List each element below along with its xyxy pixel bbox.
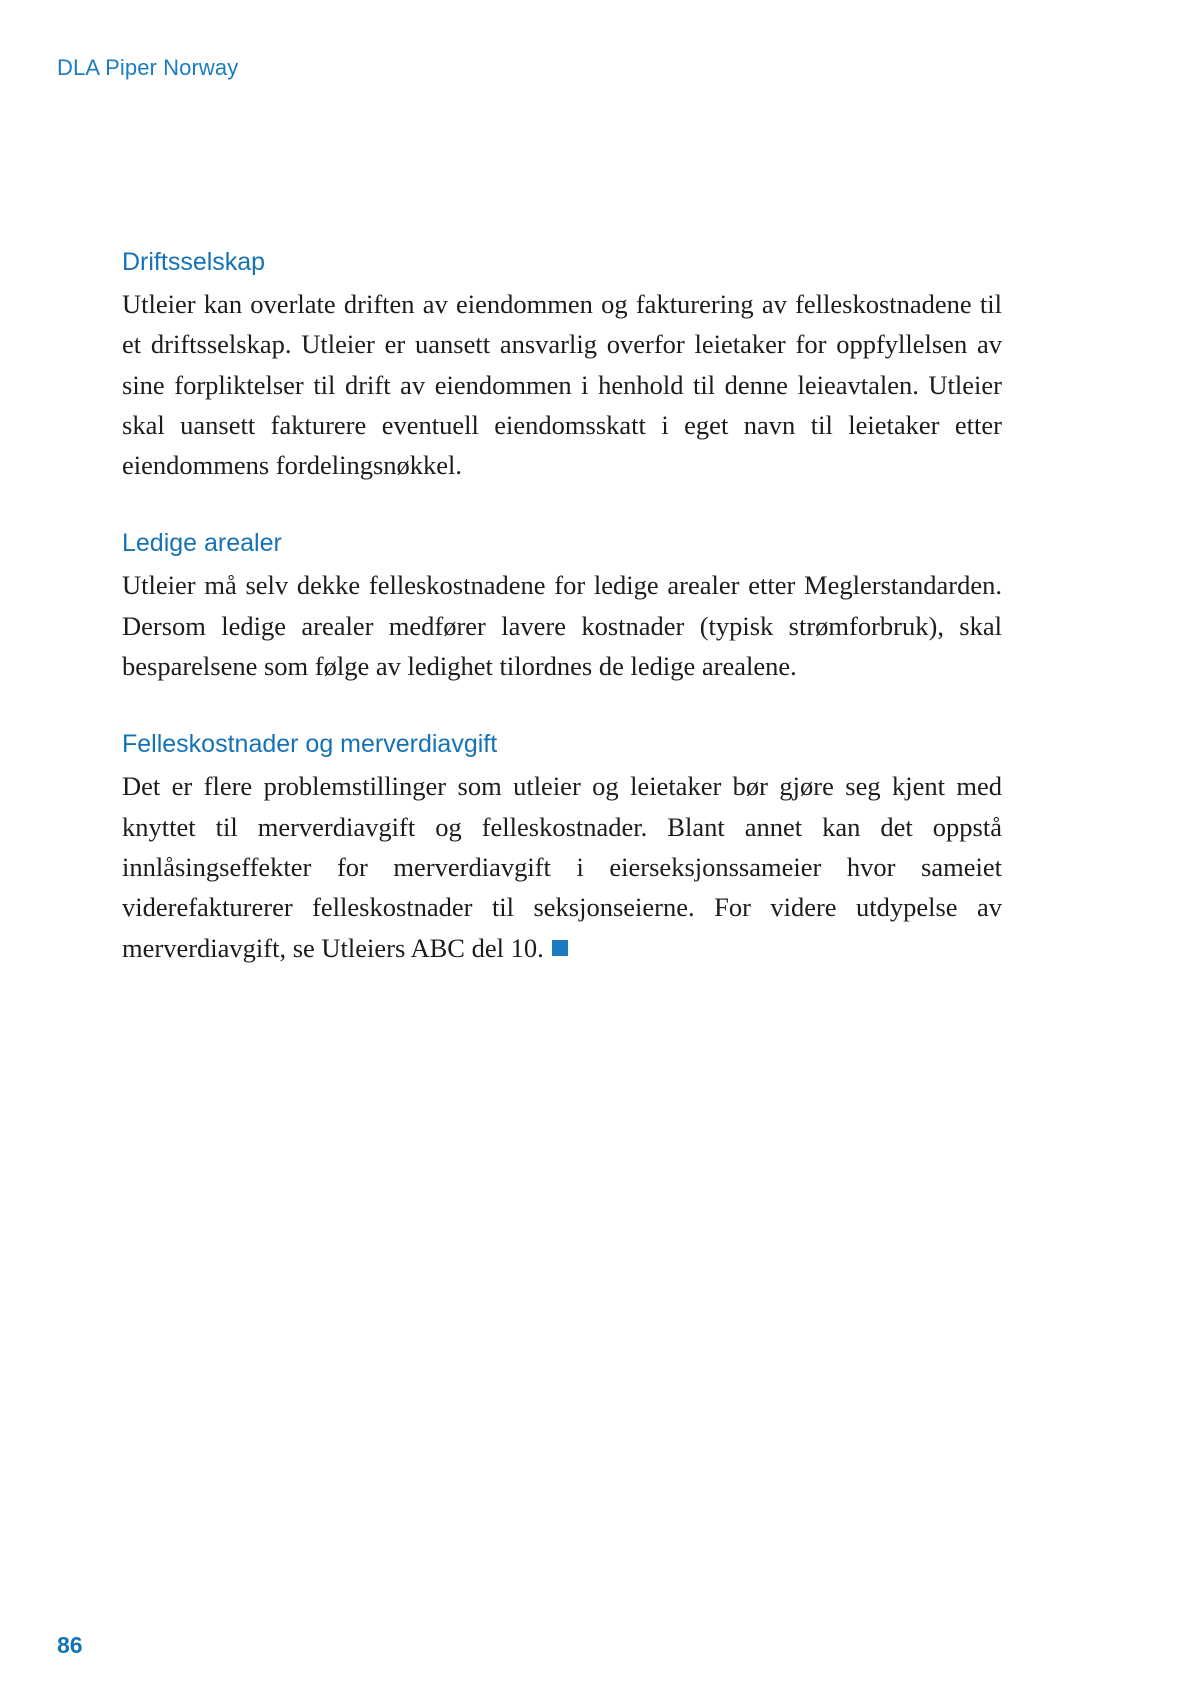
section-heading: Driftsselskap [122, 248, 266, 276]
running-header: DLA Piper Norway [57, 55, 239, 80]
section-body-with-end-mark [122, 766, 1002, 967]
section-body: Utleier må selv dekke felleskostnadene for ledige arealer etter Meglerstandarden. Dersom ledige arealer medfører lavere kostnader (typisk strømforbruk), skal besparelsene som følge av ledighet tilordnes de ledige arealene. [122, 570, 1002, 682]
page-number: 86 [57, 1632, 83, 1658]
main-content [122, 240, 1002, 1004]
section-body: Utleier kan overlate driften av eiendommen og fakturering av felleskostnadene til et driftsselskap. Utleier er uansett ansvarlig overfor leietaker for oppfyllelsen av sine forpliktelser til drift av eiendommen i henhold til denne leieavtalen. Utleier skal uansett fakturere eventuell eiendomsskatt i eget navn til leietaker etter eiendommens fordelingsnøkkel. [122, 289, 1002, 481]
section-ledige-arealer [122, 521, 1002, 686]
section-driftsselskap [122, 240, 1002, 485]
section-felleskostnader-mva [122, 722, 1002, 967]
end-of-article-square-icon [552, 940, 568, 956]
section-heading: Ledige arealer [122, 529, 282, 558]
section-body-text: Det er flere problemstillinger som utleier og leietaker bør gjøre seg kjent med knyttet til merverdiavgift og felleskostnader. Blant annet kan det oppstå innlåsingseffekter for merverdiavgift i eierseksjonssameier hvor sameiet viderefakturerer felleskostnader til seksjonseierne. For videre utdypelse av merverdiavgift, se Utleiers ABC del 10. [122, 771, 1002, 963]
section-heading: Felleskostnader og merverdiavgift [122, 730, 498, 759]
